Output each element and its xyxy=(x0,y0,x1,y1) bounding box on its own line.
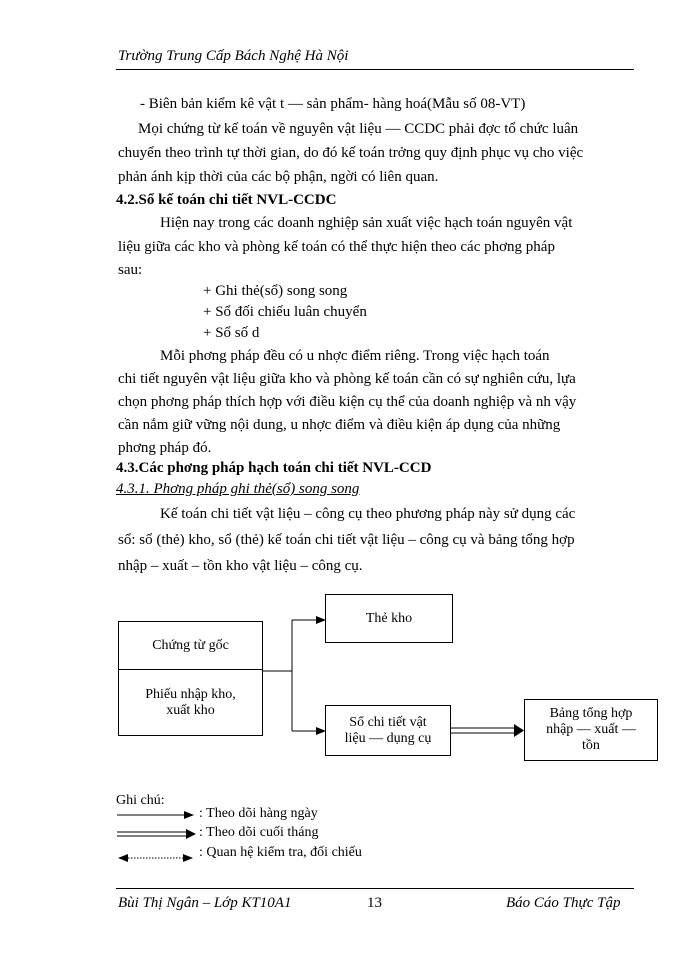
box-phieu-nhap-xuat: Phiếu nhập kho, xuất kho xyxy=(118,669,263,736)
line-bien-ban: - Biên bản kiểm kê vật t — sản phẩm- hàng hoá(Mẫu số 08-VT) xyxy=(140,96,526,112)
para1-line3: phản ánh kịp thời của các bộ phận, ngời có liên quan. xyxy=(118,169,439,185)
box-the-kho: Thẻ kho xyxy=(325,594,453,643)
para4-line1: Kế toán chi tiết vật liệu – công cụ theo phương pháp này sử dụng các xyxy=(160,506,576,522)
footer-author: Bùi Thị Ngân – Lớp KT10A1 xyxy=(118,895,292,911)
legend-check: : Quan hệ kiểm tra, đối chiếu xyxy=(199,845,362,860)
para3-line2: chi tiết nguyên vật liệu giữa kho và phòng kế toán cần có sự nghiên cứu, lựa xyxy=(118,371,576,387)
para3-line5: phơng pháp đó. xyxy=(118,440,212,456)
section-4-2-heading: 4.2.Sổ kế toán chi tiết NVL-CCDC xyxy=(116,192,337,208)
para1-line1: Mọi chứng từ kế toán về nguyên vật liệu — CCDC phải đợc tổ chức luân xyxy=(138,121,579,137)
footer-report: Báo Cáo Thực Tập xyxy=(506,895,621,911)
monthly-arrow-head xyxy=(514,724,524,737)
footer-rule xyxy=(116,888,634,889)
para2-line1: Hiện nay trong các doanh nghiệp sản xuất việc hạch toán nguyên vật xyxy=(160,215,573,231)
para3-line3: chọn phơng pháp thích hợp với điều kiện cụ thể của doanh nghiệp và nh vậy xyxy=(118,394,577,410)
para1-line2: chuyển theo trình tự thời gian, do đó kế toán trởng quy định phục vụ cho việc xyxy=(118,145,584,161)
subsection-4-3-1: 4.3.1. Phơng pháp ghi thẻ(sổ) song song xyxy=(116,481,360,497)
box-bang-tong-hop: Bảng tổng hợp nhập — xuất — tồn xyxy=(524,699,658,761)
para3-line4: cần nắm giữ vững nội dung, u nhợc điểm và điều kiện áp dụng của những xyxy=(118,417,561,433)
legend-monthly: : Theo dõi cuối tháng xyxy=(199,825,319,840)
method-3: + Sổ số d xyxy=(203,325,260,341)
para4-line3: nhập – xuất – tồn kho vật liệu – công cụ. xyxy=(118,558,363,574)
legend-title: Ghi chú: xyxy=(116,793,165,808)
para3-line1: Mỗi phơng pháp đều có u nhợc điểm riêng. Trong việc hạch toán xyxy=(160,348,550,364)
para4-line2: sổ: sổ (thẻ) kho, sổ (thẻ) kế toán chi tiết vật liệu – công cụ và bảng tổng hợp xyxy=(118,532,575,548)
footer-page-number: 13 xyxy=(367,895,382,911)
box-chung-tu-goc: Chứng từ gốc xyxy=(118,621,263,670)
legend-monthly-head xyxy=(186,829,196,839)
method-1: + Ghi thẻ(sổ) song song xyxy=(203,283,348,299)
legend-daily: : Theo dõi hàng ngày xyxy=(199,806,318,821)
section-4-3-heading: 4.3.Các phơng pháp hạch toán chi tiết NVL-CCD xyxy=(116,460,432,476)
box-so-chi-tiet: Sổ chi tiết vật liệu — dụng cụ xyxy=(325,705,451,756)
para2-line3: sau: xyxy=(118,262,143,278)
para2-line2: liệu giữa các kho và phòng kế toán có thể thực hiện theo các phơng pháp xyxy=(118,239,555,255)
method-2: + Sổ đối chiếu luân chuyển xyxy=(203,304,367,320)
header-school: Trường Trung Cấp Bách Nghệ Hà Nội xyxy=(118,48,349,64)
